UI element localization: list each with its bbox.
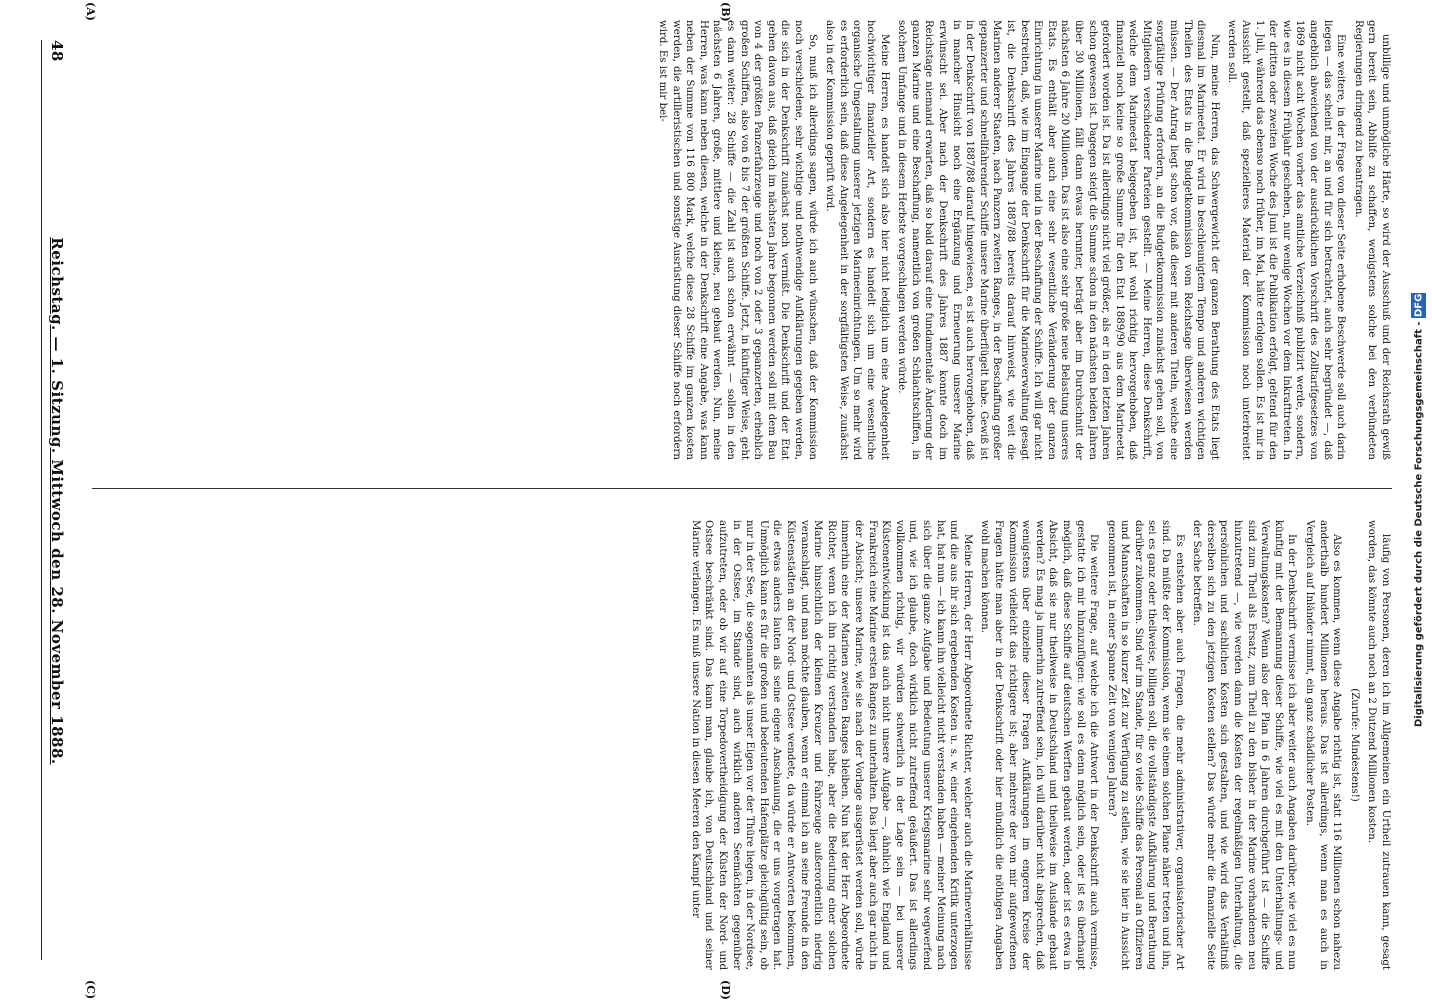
page-header: [41, 40, 72, 960]
paragraph: Nun, meine Herren, das Schwergewicht der ganzen Berathung des Etats liegt diesmal im Marineetat. Er wird in beschleunigtem Tempo und anderen wichtigen Theilen des Etats in die Budgetkommission vom Reichstage überwiesen werden müssen. — Der Antrag liegt schon vor, daß dieser mit anderen Titeln, welche eine sorgfältige Prüfung erfordern, an die Budgetkommission zunächst gehen soll, von Mitgliedern verschiedener Parteien gestellt. — Meine Herren, diese Denkschrift, welche dem Marineetat beigegeben ist, hat wohl richtig hervorgehoben, daß finanziell noch keine so große Summe für den Etat 1889/90 aus dem Marineetat gefordert worden ist. Da ist allerdings nicht viel größer, als er in den letzten Jahren schon gewesen ist. Dagegen steigt die Summe schon in den nächsten beiden Jahren über 30 Millionen, fällt dann etwas herunter, beträgt aber im Durchschnitt der nächsten 6 Jahre 20 Millionen. Das ist also eine sehr große neue Belastung unseres Etats. Es enthält aber auch eine sehr wesentliche Veränderung der ganzen Einrichtung in unserer Marine und in der Beschaffung der Schiffe. Ich will gar nicht bestreiten, daß, wie im Eingange der Denkschrift für die Marineverwaltung gesagt ist, die Denkschrift des Jahres 1887/88 bereits darauf hinweist, wie weit die Marinen anderer Staaten, nach Panzern zweiten Ranges, in der Beschaffung großer gepanzerter und schnellfahrender Schiffe unsere Marine überflügelt habe. Gewiß ist in der Denkschrift von 1887/88 darauf hingewiesen, es ist auch hervorgehoben, daß in mancher Hinsicht noch eine Ergänzung und Erneuerung unserer Marine erwünscht sei. Aber nach der Denkschrift des Jahres 1887 konnte doch im Reichstage niemand erwarten, daß so bald darauf eine fundamentale Änderung der ganzen Marine und eine Beschaffung, namentlich von großen Schlachtschiffen, in solchem Umfange und in diesem Herbste vorgeschlagen werden würde.: [896, 20, 1220, 460]
page-title: Reichstag. — 1. Sitzung. Mittwoch den 28. November 1888.: [48, 237, 66, 765]
margin-marker-d: (D): [719, 980, 732, 1000]
paragraph: Es entstehen aber auch Fragen, die mehr administrativer, organisatorischer Art sind. Da müßte der Kommission, wenn sie einem solchen Plane näher treten und ihn, sei es ganz oder theilweise, billigen soll, die vollständigste Aufklärung und Berathung darüber zukommen. Sind wir im Stande, für so viele Schiffe das Personal an Offizieren und Mannschaften in so kurzer Zeit zur Verfügung zu stellen, wie sie hier in Aussicht genommen ist, in einer Spanne Zeit von wenigen Jahren?: [1105, 520, 1185, 970]
paragraph: Meine Herren, der Herr Abgeordnete Richter, welcher auch die Marineverhältnisse und die aus ihr sich ergebenden Kosten u. s. w. einer eingehenden Kritik unterzogen hat, hat nun — ich kann ihn vielleicht nicht verstanden haben — meiner Meinung nach sich über die ganze Aufgabe und Bedeutung unserer Kriegsmarine sehr wegwerfend und, wie ich glaube, doch wirklich nicht zutreffend geäußert. Das ist allerdings vollkommen richtig, wir würden schwerlich in der Lage sein — bei unserer Küstenentwicklung ist das auch nicht unsere Aufgabe —, ähnlich wie England und Frankreich eine Marine ersten Ranges zu unterhalten. Das liegt aber auch gar nicht in der Absicht; unsere Marine, wie sie nach der Vorlage ausgerüstet werden soll, würde immerhin eine der Marinen zweiten Ranges bleiben. Nun hat der Herr Abgeordnete Richter, wenn ich ihn richtig verstanden habe, aber die Bedeutung einer solchen Marine hinsichtlich der kleinen Kreuzer und Fahrzeuge außerordentlich niedrig veranschlagt, und man möchte glauben, wenn er einmal ich an seine Freunde in den Küstenstädten an der Nord- und Ostsee wendete, da würde er Antworten bekommen, die etwas anders lauten als seine eigene Anschauung, die er uns vorgetragen hat. Unmöglich kann es für die großen und bedeutenden Hafenplätze gleichgültig sein, ob nur in der See, die sogenannten als unser Eigen vor der Thüre liegen, in der Nordsee, in der Ostsee, im Stande sind, auch wirklich anderen Seemächten gegenüber aufzutreten, oder ob wir auf eine Torpedovertheidigung der Küsten der Nord- und Ostsee beschränkt sind. Das kann man, glaube ich, von Deutschland und seiner Marine verlangen. Es muß unsere Nation in diesen Meeren den Kampf unter: [689, 520, 973, 970]
dfg-logo: DFG: [1413, 293, 1425, 317]
interjection: (Zurufe: Mindestens!): [1348, 688, 1360, 802]
column-divider: [92, 488, 1392, 489]
left-text-column: [92, 20, 1392, 460]
digitization-credit: [1412, 40, 1426, 980]
paragraph: läufig von Personen, deren ich im Allgemeinen ein Urtheil zutrauen kann, gesagt worden, das könnte auch noch an 2 Dutzend Millionen kosten.: [1366, 520, 1391, 970]
paragraph: Meine Herren, es handelt sich also hier nicht lediglich um eine Angelegenheit hochwichtiger finanzieller Art, sondern es handelt sich um eine wesentliche organische Umgestaltung unserer jetzigen Marineeinrichtungen. Um so mehr wird es erforderlich sein, daß diese Angelegenheit in der sorgfältigsten Weise, zunächst also in der Kommission geprüft wird.: [824, 20, 890, 460]
margin-marker-c: (C): [84, 980, 97, 1000]
paragraph: Eine weitere, in der Frage von dieser Seite erhobene Beschwerde soll auch darin liegen — das scheint mir, an und für sich betrachtet, auch sehr begründet —, daß angeblich abweichend von der ausdrücklichen Vorschrift des Zolltarifgesetzes von 1869 nicht acht Wochen vorher das amtliche Verzeichniß publizirt werde, sondern, wie es in diesem Frühjahr geschehen, nur wenige Wochen vor dem Inkrafttreten. In der dritten oder zweiten Woche des Juni ist die Publikation erfolgt, geltend für den 1. Juli, während das ebenso noch früher, im Mai, hätte erfolgen sollen. Es ist mir in Aussicht gestellt, daß spezielleres Material der Kommission noch unterbreitet werden soll.: [1226, 20, 1347, 460]
paragraph: unbillige und unmögliche Härte, so wird der Ausschuß und der Reichsrath gewiß gern bereit sein, Abhilfe zu schaffen, wenigstens solche bei den verbündeten Regierungen dringend zu beantragen.: [1352, 20, 1391, 460]
credit-text: Digitalisierung gefördert durch die Deutsche Forschungsgemeinschaft -: [1413, 321, 1425, 728]
paragraph: In der Denkschrift vermisse ich aber weiter auch Angaben darüber, wie viel es nun künftig mit der Bemannung dieser Schiffe, wie viel es mit den Unterhaltungs- und Verwaltungskosten? Wenn also der Plan in 6 Jahren durchgeführt ist — die Schiffe sind zum Theil als Ersatz, zum Theil zu den bisher in der Marine vorhandenen neu hinzutretend —, wie werden dann die Kosten der regelmäßigen Unterhaltung, die persönlichen und sachlichen Kosten sich gestalten, und wie wird das Verhältniß derselben sich zu den jetzigen Kosten stellen? Das würde mehr die finanzielle Seite der Sache betreffen.: [1191, 520, 1298, 970]
page-number: 48: [48, 40, 66, 62]
margin-marker-b: (B): [719, 2, 732, 22]
paragraph: Die weitere Frage, auf welche ich die Antwort in der Denkschrift auch vermisse, gestatte ich mir hinzuzufügen: wie soll es denn möglich sein, oder ist es überhaupt möglich, daß diese Schiffe auf deutschen Werften gebaut werden, oder ist es etwa in Absicht, daß sie nur theilweise in Deutschland und theilweise im Auslande gebaut werden? Es mag ja immerhin zutreffend sein, ich will darüber nicht absprechen, daß wenigstens über einzelne dieser Fragen Aufklärungen im engeren Kreise der Kommission vielleicht das richtigere ist; aber mehrere der von mir aufgeworfenen Fragen hätte man aber in der Denkschrift oder hier mündlich die nöthigen Angaben wohl machen können.: [979, 520, 1100, 970]
right-text-column: [92, 520, 1392, 970]
margin-marker-a: (A): [84, 2, 97, 21]
paragraph: So, muß ich allerdings sagen, würde ich auch wünschen, daß der Kommission noch verschiedene, sehr wichtige und nothwendige Aufklärungen gegeben werden, die sich in der Denkschrift zunächst noch vermißt. Die Denkschrift und der Etat gehen davon aus, daß gleich im nächsten Jahre begonnen werden soll mit dem Bau von 4 der größten Panzerfahrzeuge und noch von 2 oder 3 gepanzerten, erheblich großen Schiffen, also von 6 bis 7 der größten Schiffe. Jetzt, in künftiger Weise, geht es dann weiter: 28 Schiffe — die Zahl ist auch schon erwähnt — sollen in den nächsten 6 Jahren, große, mittlere und kleine, neu gebaut werden. Nun, meine Herren, was kann neben diesen, welche in der Denkschrift eine Angabe, was kann neben der Summe von 116 800 Mark, welche diese 28 Schiffe im ganzen kosten werden, die artilleristischen und sonstige Ausrüstung dieser Schiffe noch erfordern wird. Es ist mir bei-: [657, 20, 818, 460]
paragraph: Also es kommen, wenn diese Angabe richtig ist, statt 116 Millionen schon nahezu anderthalb hundert Millionen heraus. Das ist allerdings, wenn man es auch in Vergleich auf Inländer nimmt, ein ganz schädlicher Posten.: [1304, 520, 1343, 970]
